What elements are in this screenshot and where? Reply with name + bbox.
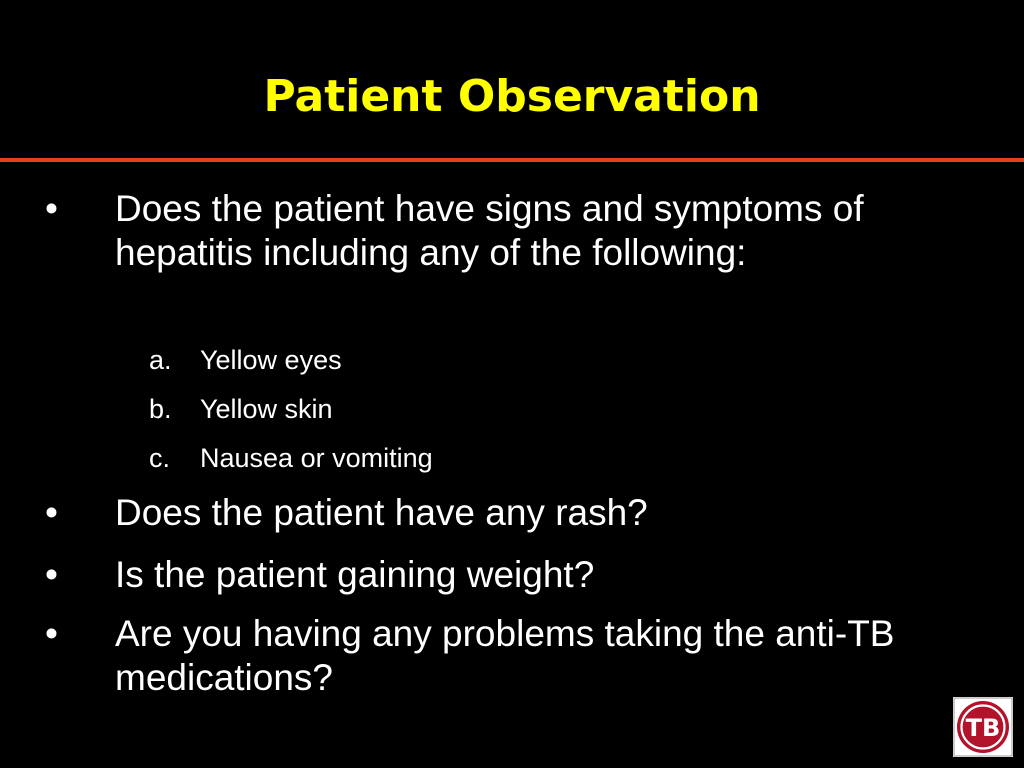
sub-item-marker: b. [149, 394, 172, 424]
tb-logo [953, 697, 1013, 757]
bullet-text: Are you having any problems taking the anti-TB medications? [115, 613, 895, 698]
bullet-marker: • [45, 492, 58, 533]
sub-item-text: Yellow eyes [200, 345, 342, 375]
sub-item-text: Nausea or vomiting [200, 443, 433, 473]
sub-item-text: Yellow skin [200, 394, 333, 424]
sub-item-marker: c. [149, 443, 171, 473]
bullet-marker: • [45, 188, 58, 229]
bullet-marker: • [45, 613, 58, 654]
bullet-marker: • [45, 554, 58, 595]
bullet-text: Does the patient have signs and symptoms of hepatitis including any of the following: [115, 188, 864, 273]
bullet-text: Is the patient gaining weight? [115, 554, 595, 595]
slide-title: Patient Observation [263, 71, 761, 122]
logo-text: TB [965, 714, 1001, 742]
sub-item-marker: a. [149, 345, 172, 375]
bullet-text: Does the patient have any rash? [115, 492, 648, 533]
